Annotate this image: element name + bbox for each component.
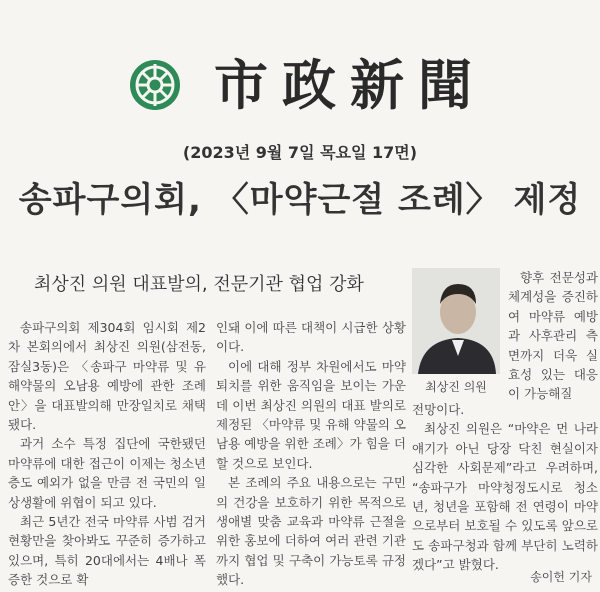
person-photo-icon (412, 268, 500, 374)
paragraph: 최상진 의원은 “마약은 먼 나라 얘기가 아닌 당장 닥친 현실이자 심각한 사회문제”라고 우려하며, “송파구가 마약청정도시로 청소년, 청년을 포함해 전 연령이 마약으로부터 보호될 수 있도록 앞으로도 송파구청과 함께 부단히 노력하겠다”고 밝혔다. (412, 421, 598, 573)
photo-caption: 최상진 의원 (425, 380, 487, 394)
paragraph: 과거 소수 특정 집단에 국한됐던 마약류에 대한 접근이 이제는 청소년층도 예외가 없을 만큼 전 국민의 일상생활에 위협이 되고 있다. (8, 436, 206, 510)
article-column-1 (8, 318, 206, 590)
article-column-2 (216, 318, 406, 590)
masthead (0, 40, 600, 120)
paragraph: 본 조례의 주요 내용으로는 구민의 건강을 보호하기 위한 목적으로 생애별 맞춤 교육과 마약류 근절을 위한 홍보에 더하여 여러 관련 기관까지 협업 및 구축이 가능토록 규정했다. (216, 475, 406, 588)
paragraph: 이에 대해 정부 차원에서도 마약 퇴치를 위한 움직임을 보이는 가운데 이번 최상진 의원의 대표 발의로 제정된 〈마약류 및 유해 약물의 오남용 예방을 위한 조례〉가 힘을 더할 것으로 보인다. (216, 358, 406, 471)
reporter-photo (412, 268, 500, 374)
article-column-3 (412, 400, 598, 575)
byline: 송이헌 기자 (530, 570, 592, 584)
subheadline: 최상진 의원 대표발의, 전문기관 협업 강화 (34, 274, 364, 295)
headline: 송파구의회, 〈마약근절 조례〉 제정 (18, 180, 582, 220)
paragraph: 최근 5년간 전국 마약류 사범 검거 현황만을 찾아봐도 꾸준히 증가하고 있으며, 특히 20대에서는 4배나 폭증한 것으로 확 (8, 514, 206, 588)
paragraph: 전망이다. (412, 402, 465, 417)
paper-name: 市政新聞 (214, 53, 486, 117)
paragraph: 송파구의회 제304회 임시회 제2차 본회의에서 최상진 의원(삼전동, 잠실3동)은 〈송파구 마약류 및 유해약물의 오남용 예방에 관한 조례안〉을 대표발의해 만장일치로 채택됐다. (8, 320, 206, 433)
songpa-emblem-icon (128, 58, 182, 112)
dateline: (2023년 9월 7일 목요일 17면) (182, 143, 418, 162)
paragraph: 향후 전문성과 체계성을 증진하여 마약류 예방과 사후관리 측면까지 더욱 실효성 있는 대응이 가능해질 (508, 270, 598, 402)
article-column-3-top (508, 268, 598, 404)
paragraph: 인돼 이에 따른 대책이 시급한 상황이다. (216, 320, 406, 355)
